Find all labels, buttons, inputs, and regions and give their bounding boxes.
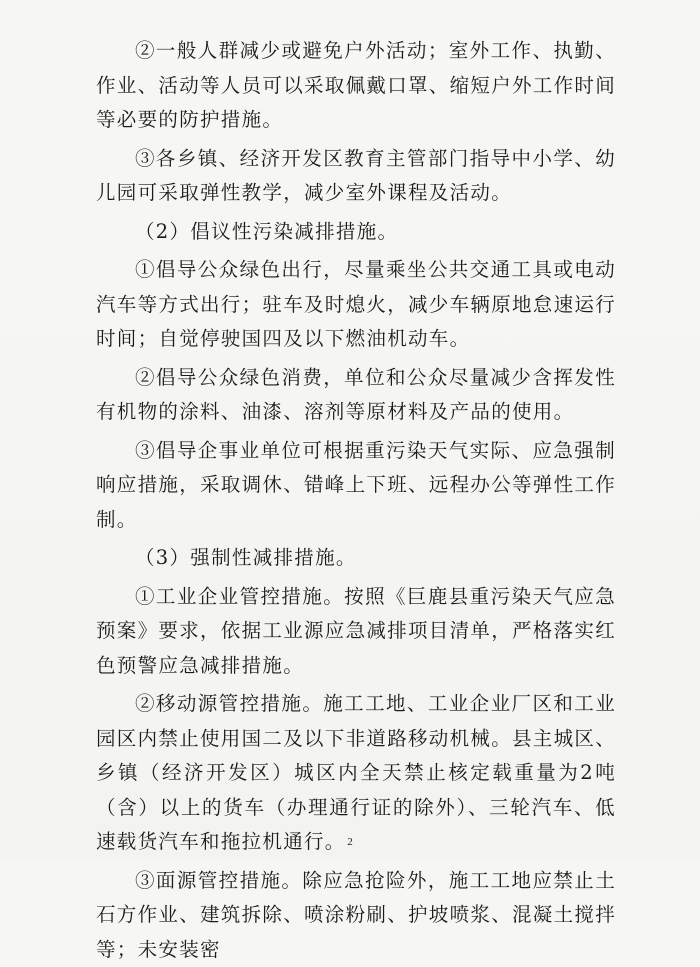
paragraph-area-source-control: ③面源管控措施。除应急抢险外，施工工地应禁止土石方作业、建筑拆除、喷涂粉刷、护坡喷浆、混凝土搅拌等；未安装密 — [96, 864, 616, 967]
page-number: 2 — [0, 836, 700, 848]
paragraph-outdoor-activity: ②一般人群减少或避免户外活动；室外工作、执勤、作业、活动等人员可以采取佩戴口罩、缩短户外工作时间等必要的防护措施。 — [96, 34, 616, 138]
paragraph-flexible-work: ③倡导企事业单位可根据重污染天气实际、应急强制响应措施，采取调休、错峰上下班、远程办公等弹性工作制。 — [96, 434, 616, 538]
heading-mandatory-measures: （3）强制性减排措施。 — [96, 541, 616, 576]
paragraph-industrial-control: ①工业企业管控措施。按照《巨鹿县重污染天气应急预案》要求，依据工业源应急减排项目清单，严格落实红色预警应急减排措施。 — [96, 580, 616, 684]
paragraph-flexible-teaching: ③各乡镇、经济开发区教育主管部门指导中小学、幼儿园可采取弹性教学，减少室外课程及活动。 — [96, 142, 616, 211]
paragraph-mobile-source-control: ②移动源管控措施。施工工地、工业企业厂区和工业园区内禁止使用国二及以下非道路移动机械。县主城区、乡镇（经济开发区）城区内全天禁止核定载重量为2吨（含）以上的货车（办理通行证的除外）、三轮汽车、低速载货汽车和拖拉机通行。 — [96, 687, 616, 860]
document-body — [96, 34, 616, 967]
heading-voluntary-measures: （2）倡议性污染减排措施。 — [96, 215, 616, 250]
paragraph-green-travel: ①倡导公众绿色出行，尽量乘坐公共交通工具或电动汽车等方式出行；驻车及时熄火，减少车辆原地怠速运行时间；自觉停驶国四及以下燃油机动车。 — [96, 253, 616, 357]
paragraph-green-consumption: ②倡导公众绿色消费，单位和公众尽量减少含挥发性有机物的涂料、油漆、溶剂等原材料及产品的使用。 — [96, 361, 616, 430]
